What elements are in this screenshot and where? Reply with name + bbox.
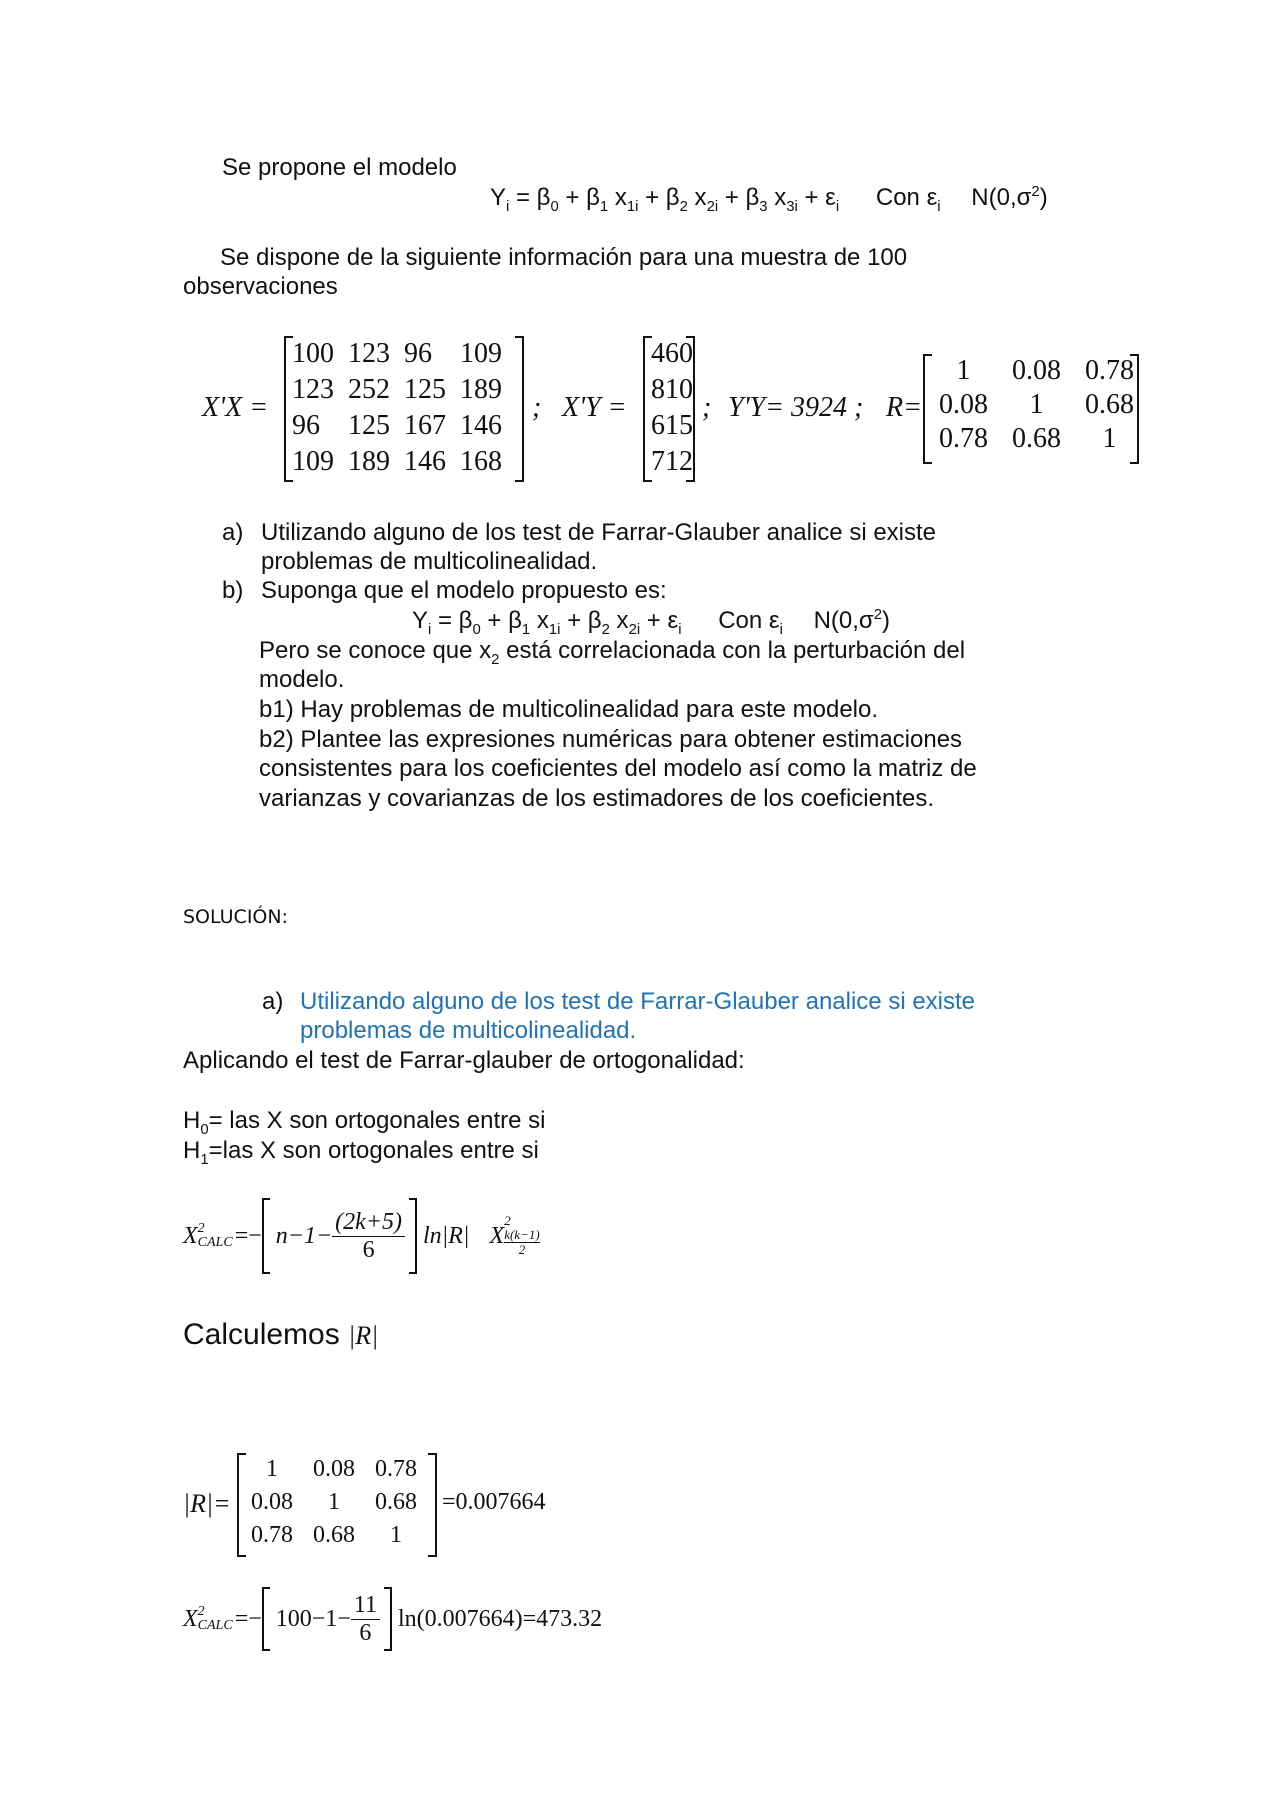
det-value: =0.007664 bbox=[442, 1489, 546, 1515]
solution-a-marker: a) bbox=[262, 988, 284, 1015]
xpy-cell: 615 bbox=[651, 410, 693, 441]
r-matrix-cell: 1 bbox=[1029, 389, 1044, 420]
separator-2: ; bbox=[702, 392, 712, 423]
r-matrix-cell: 0.68 bbox=[1085, 389, 1134, 420]
xpy-row bbox=[643, 372, 701, 408]
xpy-label: X'Y = bbox=[562, 392, 627, 423]
xpx-cell: 109 bbox=[292, 446, 334, 477]
r-matrix-cell: 1 bbox=[1102, 423, 1117, 454]
xpx-cell: 167 bbox=[404, 410, 446, 441]
xpy-cell: 810 bbox=[651, 374, 693, 405]
solution-a-line-1: Utilizando alguno de los test de Farrar-Glauber analice si existe bbox=[300, 988, 976, 1015]
xpx-cell: 123 bbox=[348, 338, 390, 369]
det-matrix-cell: 0.08 bbox=[251, 1489, 293, 1515]
xpy-cell: 460 bbox=[651, 338, 693, 369]
xpy-cell: 712 bbox=[651, 446, 693, 477]
xpx-cell: 96 bbox=[404, 338, 432, 369]
xpx-cell: 146 bbox=[404, 446, 446, 477]
r-matrix-row bbox=[927, 388, 1146, 422]
det-matrix-cell: 0.78 bbox=[375, 1456, 417, 1482]
r-matrix bbox=[923, 354, 1139, 464]
chi-square-formula: X 2 CALC =− n−1− $\frac{(2k+5)}{6}$ ln|R| X 2 k(k−1) 2 bbox=[183, 1198, 540, 1274]
xpy-row bbox=[643, 408, 701, 444]
hypothesis-h0: $H_0=$ las X son ortogonales entre si bbox=[183, 1107, 546, 1138]
xpx-cell: 146 bbox=[460, 410, 502, 441]
question-a-marker: a) bbox=[222, 519, 244, 546]
xpy-row bbox=[643, 336, 701, 372]
xpx-row bbox=[288, 444, 512, 480]
det-matrix-cell: 1 bbox=[328, 1489, 340, 1515]
question-a-line-2: problemas de multicolinealidad. bbox=[261, 548, 598, 575]
question-b2-line-3: varianzas y covarianzas de los estimadores de los coeficientes. bbox=[259, 785, 934, 812]
det-matrix-row bbox=[241, 1486, 427, 1519]
det-matrix bbox=[237, 1453, 437, 1557]
xpx-cell: 96 bbox=[292, 410, 320, 441]
xpx-cell: 123 bbox=[292, 374, 334, 405]
r-matrix-cell: 0.68 bbox=[1012, 423, 1061, 454]
det-label: |R|= bbox=[183, 1489, 231, 1518]
r-matrix-cell: 0.08 bbox=[1012, 355, 1061, 386]
r-label: R= bbox=[886, 392, 922, 423]
question-a-line-1: Utilizando alguno de los test de Farrar-Glauber analice si existe bbox=[261, 519, 937, 546]
hypothesis-h1: $H_1=las$ X son ortogonales entre si bbox=[183, 1137, 539, 1168]
xpx-cell: 168 bbox=[460, 446, 502, 477]
xpx-cell: 125 bbox=[348, 410, 390, 441]
question-b-marker: b) bbox=[222, 577, 244, 604]
xpx-row bbox=[288, 408, 512, 444]
r-matrix-cell: 1 bbox=[956, 355, 971, 386]
question-b-text-1: Pero se conoce que $x_2$ está correlacionada con la perturbación del bbox=[259, 637, 966, 668]
separator-1: ; bbox=[532, 392, 542, 423]
question-b2-line-1: b2) Plantee las expresiones numéricas para obtener estimaciones bbox=[259, 726, 963, 753]
r-matrix-cell: 0.78 bbox=[1085, 355, 1134, 386]
det-matrix-cell: 0.78 bbox=[251, 1522, 293, 1548]
r-matrix-cell: 0.08 bbox=[939, 389, 988, 420]
xpx-cell: 125 bbox=[404, 374, 446, 405]
xpx-cell: 109 bbox=[460, 338, 502, 369]
xpx-label: X'X = bbox=[202, 392, 269, 423]
det-matrix-row bbox=[241, 1519, 427, 1552]
question-b2-line-2: consistentes para los coeficientes del modelo así como la matriz de bbox=[259, 755, 977, 782]
r-matrix-row bbox=[927, 422, 1146, 456]
intro-text: Se propone el modelo bbox=[222, 154, 457, 181]
xpx-cell: 189 bbox=[460, 374, 502, 405]
xpx-cell: 100 bbox=[292, 338, 334, 369]
det-matrix-cell: 0.08 bbox=[313, 1456, 355, 1482]
question-b1: b1) Hay problemas de multicolinealidad para este modelo. bbox=[259, 696, 879, 723]
det-matrix-row bbox=[241, 1453, 427, 1486]
model-equation-2: $Y_i = \beta_0 + \beta_1$ $x_{1i} + \beta_2$ $x_{2i} + \varepsilon_i$ Con $\varepsilon_i$ $N(0,\sigma^2)$ bbox=[412, 607, 891, 638]
xpy-matrix bbox=[643, 336, 695, 482]
apply-test-text: Aplicando el test de Farrar-glauber de ortogonalidad: bbox=[183, 1047, 745, 1074]
r-matrix-row bbox=[927, 354, 1146, 388]
det-matrix-cell: 0.68 bbox=[313, 1522, 355, 1548]
det-matrix-cell: 1 bbox=[266, 1456, 278, 1482]
chi-square-result: X 2 CALC =− 100−1− $\frac{11}{6}$ ln(0.007664)=473.32 bbox=[183, 1586, 602, 1652]
info-line-1: Se dispone de la siguiente información para una muestra de 100 bbox=[220, 244, 908, 271]
solution-a-line-2: problemas de multicolinealidad. bbox=[300, 1017, 637, 1044]
xpx-matrix bbox=[284, 336, 524, 482]
xpx-row bbox=[288, 372, 512, 408]
r-matrix-cell: 0.78 bbox=[939, 423, 988, 454]
xpx-cell: 189 bbox=[348, 446, 390, 477]
solution-heading: SOLUCIÓN: bbox=[183, 906, 289, 928]
question-b-text-2: modelo. bbox=[259, 666, 345, 693]
calculemos-heading: Calculemos |R| bbox=[183, 1318, 379, 1351]
info-line-2: observaciones bbox=[183, 273, 338, 300]
xpx-row bbox=[288, 336, 512, 372]
det-matrix-cell: 1 bbox=[390, 1522, 402, 1548]
model-equation-1: $Y_i = \beta_0 + \beta_1$ $x_{1i} + \beta_2$ $x_{2i} + \beta_3$ $x_{3i} + \varepsilon_i$ Con $\varepsilon_i$ $N(0,\sigma^2)$ bbox=[490, 184, 1048, 215]
question-b-line: Suponga que el modelo propuesto es: bbox=[261, 577, 667, 604]
det-matrix-cell: 0.68 bbox=[375, 1489, 417, 1515]
xpx-cell: 252 bbox=[348, 374, 390, 405]
ypy-value: Y'Y= 3924 ; bbox=[728, 392, 864, 423]
xpy-row bbox=[643, 444, 701, 480]
